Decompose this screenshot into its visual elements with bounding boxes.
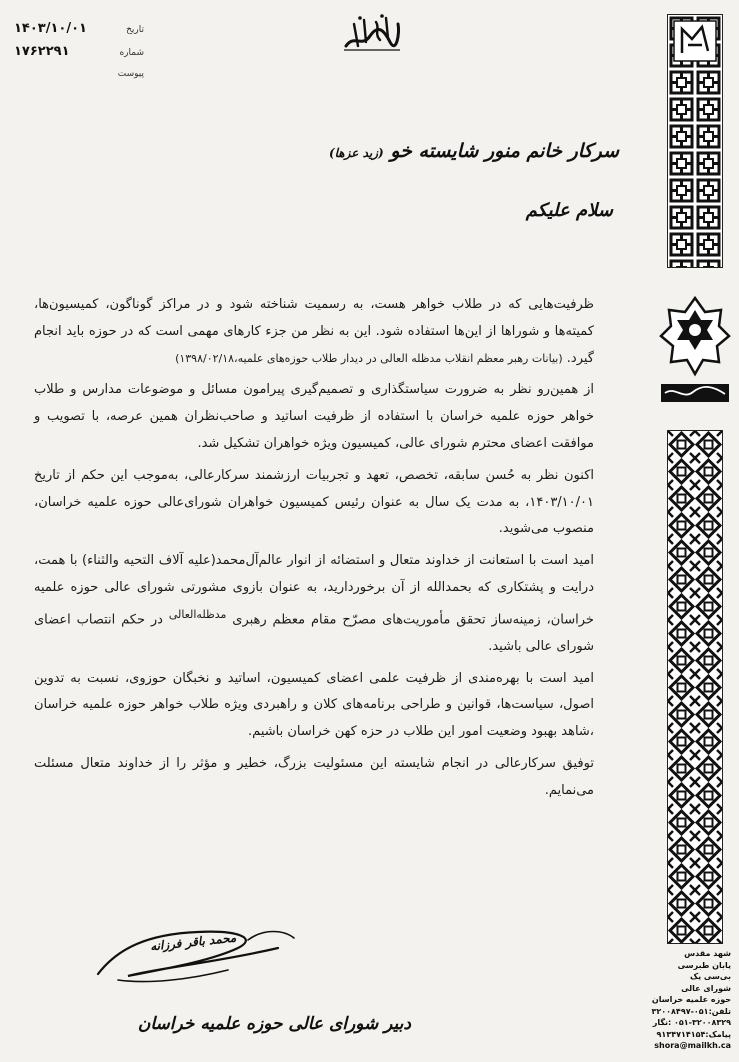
attachment-row [14,64,144,85]
handwritten-signature-icon [88,918,308,1000]
contact-line: یابان طبرسی [677,960,731,970]
letterhead-sidebar [651,10,731,1060]
number-value: ۱۷۶۲۲۹۱ [14,44,70,59]
quote-citation: (بیانات رهبر معظم انقلاب مدظله العالی در دیدار طلاب حوزه‌های علمیه،۱۳۹۸/۰۲/۱۸) [175,351,563,365]
seminary-seal-icon [659,296,731,416]
contact-line: شورای عالی [681,983,731,993]
contact-line: shora@mailkh.ca [654,1041,731,1050]
contact-line: پیامک:۹۱۳۴۷۱۴۱۵۴ [656,1029,731,1039]
contact-info [651,948,731,1052]
contact-line: ۰۵۱-۳۲۰۰۸۳۲۹ :نگار [652,1018,731,1027]
greeting: سلام علیکم [525,200,613,221]
date-value: ۱۴۰۳/۱۰/۰۱ [14,21,87,36]
paragraph-4: امید است با استعانت از خداوند متعال و استضائه از انوار عالم‌آل‌محمد(علیه آلاف التحیه والثناء) با همت، درایت و پشتکاری که بحمدالله از آن برخوردارید، به عنوان بازوی مشورتی شورای عالی حوزه علمیه خراسان، زمینه‌ساز تحقق مأموریت‌های مصرّح مقام معظم رهبری $^{مدظله‌العالی}$ در حکم انتصاب اعضای شورای عالی باشید. [34,553,594,654]
number-label: شماره [119,48,144,58]
contact-line: بی‌سی یک [689,972,731,981]
recipient-suffix: (زید عزها) [328,146,384,160]
contact-line: حوزه علمیه خراسان [651,995,731,1004]
signer-title: دبیر شورای عالی حوزه علمیه خراسان [137,1014,411,1034]
decorative-pattern-top-icon [667,14,723,268]
number-row [14,41,144,64]
letter-body [34,292,594,810]
letter-meta [14,18,144,85]
calligraphy-emblem-icon [340,12,404,54]
paragraph-2: از همین‌رو نظر به ضرورت سیاستگذاری و تصمیم‌گیری پیرامون مسائل و موضوعات مدارس و طلاب خواهر حوزه علمیه خراسان با استفاده از ظرفیت اساتید و صاحب‌نظران همین عرصه، با تصویب و موافقت اعضای محترم شورای عالی، کمیسیون ویژه خواهران تشکیل شد. [34,382,594,451]
signer-name: محمد باقر فرزانه [149,930,237,954]
contact-line: شهد مقدس [684,949,731,958]
date-row [14,18,144,41]
paragraph-6: توفیق سرکارعالی در انجام شایسته این مسئولیت بزرگ، خطیر و مؤثر را از خداوند متعال مسئلت می‌نمایم. [34,756,594,798]
recipient-name: سرکار خانم منور شایسته خو [390,140,619,162]
paragraph-3: اکنون نظر به حُسن سابقه، تخصص، تعهد و تجربیات ارزشمند سرکارعالی، به‌موجب این حکم از تاریخ ۱۴۰۳/۱۰/۰۱، به مدت یک سال به عنوان رئیس کمیسیون خواهران شورای‌عالی حوزه علمیه خراسان، منصوب می‌شوید. [34,467,594,537]
contact-line: تلفن:۰۵۱-۳۲۰۰۸۴۹۷ [651,1006,731,1016]
decorative-pattern-bottom-icon [667,430,723,944]
leader-honorific: مدظله‌العالی [168,607,227,621]
attachment-label: پیوست [117,69,144,79]
paragraph-1: ظرفیت‌هایی که در طلاب خواهر هست، به رسمیت شناخته شود و در مراکز گوناگون، کمیسیون‌ها، کمیته‌ها و شوراها از این‌ها استفاده شود. این به نظر من جزء کارهای مهمی است که در حوزه باید انجام گیرد. (بیانات رهبر معظم انقلاب مدظله العالی در دیدار طلاب حوزه‌های علمیه،۱۳۹۸/۰۲/۱۸) [34,297,594,366]
paragraph-5: امید است با بهره‌مندی از ظرفیت علمی اعضای کمیسیون، اساتید و نخبگان حوزوی، نسبت به تدوین اصول، سیاست‌ها، قوانین و طراحی برنامه‌های کلان و راهبردی ویژه طلاب خواهر حوزه علمیه خراسان ،شاهد بهبود وضعیت امور این طلاب در حزه کهن خراسان باشیم. [34,670,594,740]
date-label: تاریخ [126,25,144,35]
recipient-line [329,140,619,162]
